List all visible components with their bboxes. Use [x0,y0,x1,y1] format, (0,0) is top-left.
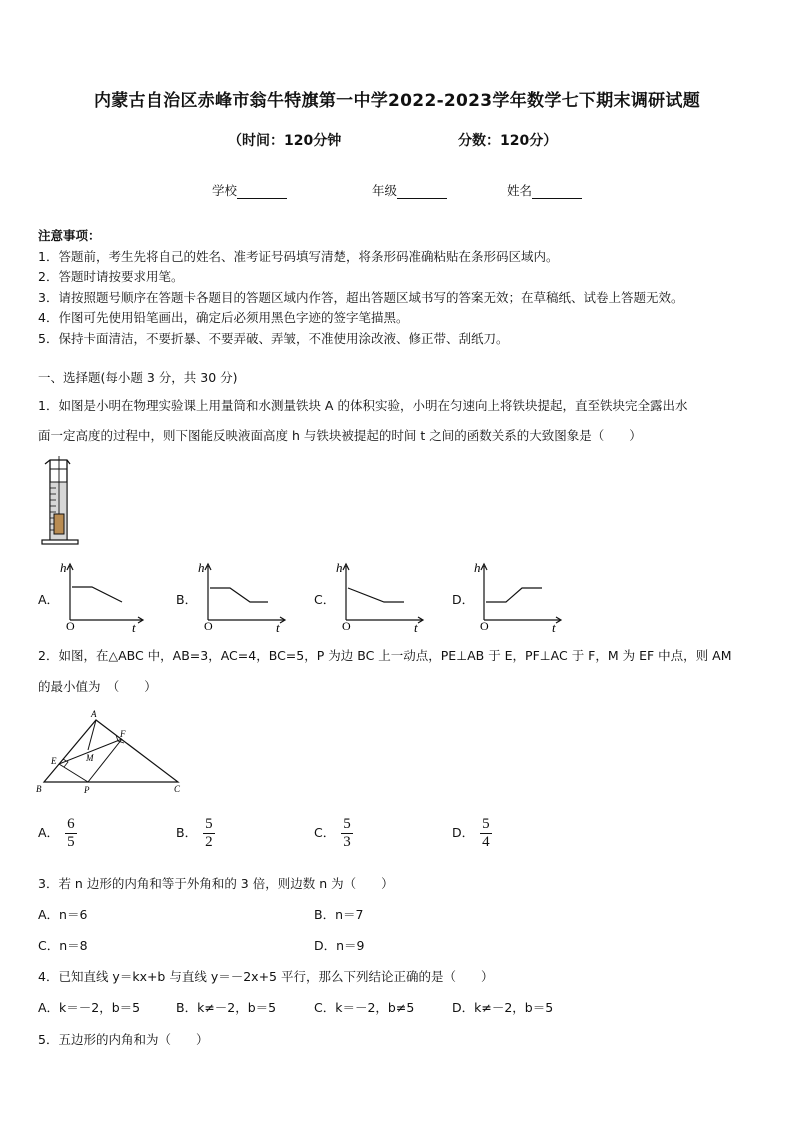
axis-h-label: h [336,560,343,575]
axis-t-label: t [132,620,136,635]
axis-h-label: h [198,560,205,575]
denominator: 3 [343,834,351,850]
exam-score: 分数：120分） [458,133,558,149]
denominator: 4 [482,834,490,850]
notes-block [38,226,683,349]
notes-item: 2．答题时请按要求用笔。 [38,269,184,284]
exam-time: （时间：120分钟 [228,133,342,149]
q3-option-b: B．n＝7 [314,907,364,922]
axis-h-label: h [474,560,481,575]
vertex-b-label: B [36,784,42,794]
origin-label: O [204,619,213,633]
q3-text: 3．若 n 边形的内角和等于外角和的 3 倍，则边数 n 为（ ） [38,876,394,891]
denominator: 5 [67,834,75,850]
q2-option-d-fraction [480,816,492,851]
numerator: 5 [482,816,490,832]
q1-line1: 1．如图是小明在物理实验课上用量筒和水测量铁块 A 的体积实验，小明在匀速向上将铁块提起，直至铁块完全露出水 [38,398,688,413]
notes-item: 4．作图可先使用铅笔画出，确定后必须用黑色字迹的签字笔描黑。 [38,310,409,325]
origin-label: O [480,619,489,633]
graduated-cylinder-figure [36,456,92,550]
q1-option-c-label: C． [314,592,336,607]
point-f-label: F [120,729,126,739]
numerator: 5 [205,816,213,832]
q2-option-c-fraction [341,816,353,851]
numerator: 6 [67,816,75,832]
school-field [212,181,287,199]
triangle-figure [34,706,190,796]
school-label: 学校 [212,183,238,198]
axis-t-label: t [552,620,556,635]
q4-option-b: B．k≠－2，b＝5 [176,1000,277,1015]
name-field [507,181,582,199]
q2-option-c [314,816,353,851]
point-e-label: E [51,756,57,766]
name-blank [532,185,582,199]
q3-option-d: D．n＝9 [314,938,365,953]
q2-option-a-fraction [65,816,77,851]
q1-option-a-graph [58,560,148,636]
q2-option-a-letter: A． [38,825,60,840]
q1-option-c-graph [334,560,430,636]
q2-option-b [176,816,215,851]
q3-option-c: C．n＝8 [38,938,88,953]
point-m-label: M [86,753,94,763]
q2-option-b-fraction [203,816,215,851]
name-label: 姓名 [507,183,533,198]
q2-option-b-letter: B． [176,825,198,840]
notes-item: 3．请按照题号顺序在答题卡各题目的答题区域内作答，超出答题区域书写的答案无效；在草稿纸、试卷上答题无效。 [38,289,684,305]
numerator: 5 [343,816,351,832]
notes-heading: 注意事项： [38,228,101,243]
q1-option-b-graph [196,560,292,636]
notes-item: 1．答题前，考生先将自己的姓名、准考证号码填写清楚，将条形码准确粘贴在条形码区域内。 [38,248,559,264]
q4-option-c: C．k＝－2，b≠5 [314,1000,415,1015]
grade-field [372,181,447,199]
axis-t-label: t [414,620,418,635]
axis-h-label: h [60,560,67,575]
q1-option-d-graph [472,560,568,636]
q2-option-d [452,816,492,851]
q4-option-d: D．k≠－2，b＝5 [452,1000,554,1015]
q4-option-a: A．k＝－2，b＝5 [38,1000,141,1015]
vertex-a-label: A [91,709,97,719]
q1-line2: 面一定高度的过程中，则下图能反映液面高度 h 与铁块被提起的时间 t 之间的函数关系的大致图象是（ ） [38,428,642,443]
origin-label: O [66,619,75,633]
q1-option-d-label: D． [452,592,475,607]
axis-t-label: t [276,620,280,635]
q2-option-a [38,816,77,851]
grade-blank [397,185,447,199]
q2-line2: 的最小值为 （ ） [38,679,157,694]
origin-label: O [342,619,351,633]
section-heading: 一、选择题(每小题 3 分，共 30 分) [38,370,238,385]
denominator: 2 [205,834,213,850]
q2-line1: 2．如图，在△ABC 中，AB=3，AC=4，BC=5，P 为边 BC 上一动点，PE⊥AB 于 E，PF⊥AC 于 F，M 为 EF 中点，则 AM [38,648,732,663]
q5-text: 5．五边形的内角和为（ ） [38,1032,209,1047]
q2-option-d-letter: D． [452,825,475,840]
notes-item: 5．保持卡面清洁，不要折暴、不要弄破、弄皱，不准使用涂改液、修正带、刮纸刀。 [38,330,509,346]
q3-option-a: A．n＝6 [38,907,88,922]
exam-title: 内蒙古自治区赤峰市翁牛特旗第一中学2022-2023学年数学七下期末调研试题 [93,91,701,111]
q1-option-a-label: A． [38,592,60,607]
grade-label: 年级 [372,183,398,198]
q1-option-b-label: B． [176,592,198,607]
q2-option-c-letter: C． [314,825,336,840]
q4-text: 4．已知直线 y＝kx+b 与直线 y＝－2x+5 平行，那么下列结论正确的是（ ） [38,969,494,984]
point-p-label: P [84,785,90,795]
vertex-c-label: C [174,784,181,794]
school-blank [237,185,287,199]
